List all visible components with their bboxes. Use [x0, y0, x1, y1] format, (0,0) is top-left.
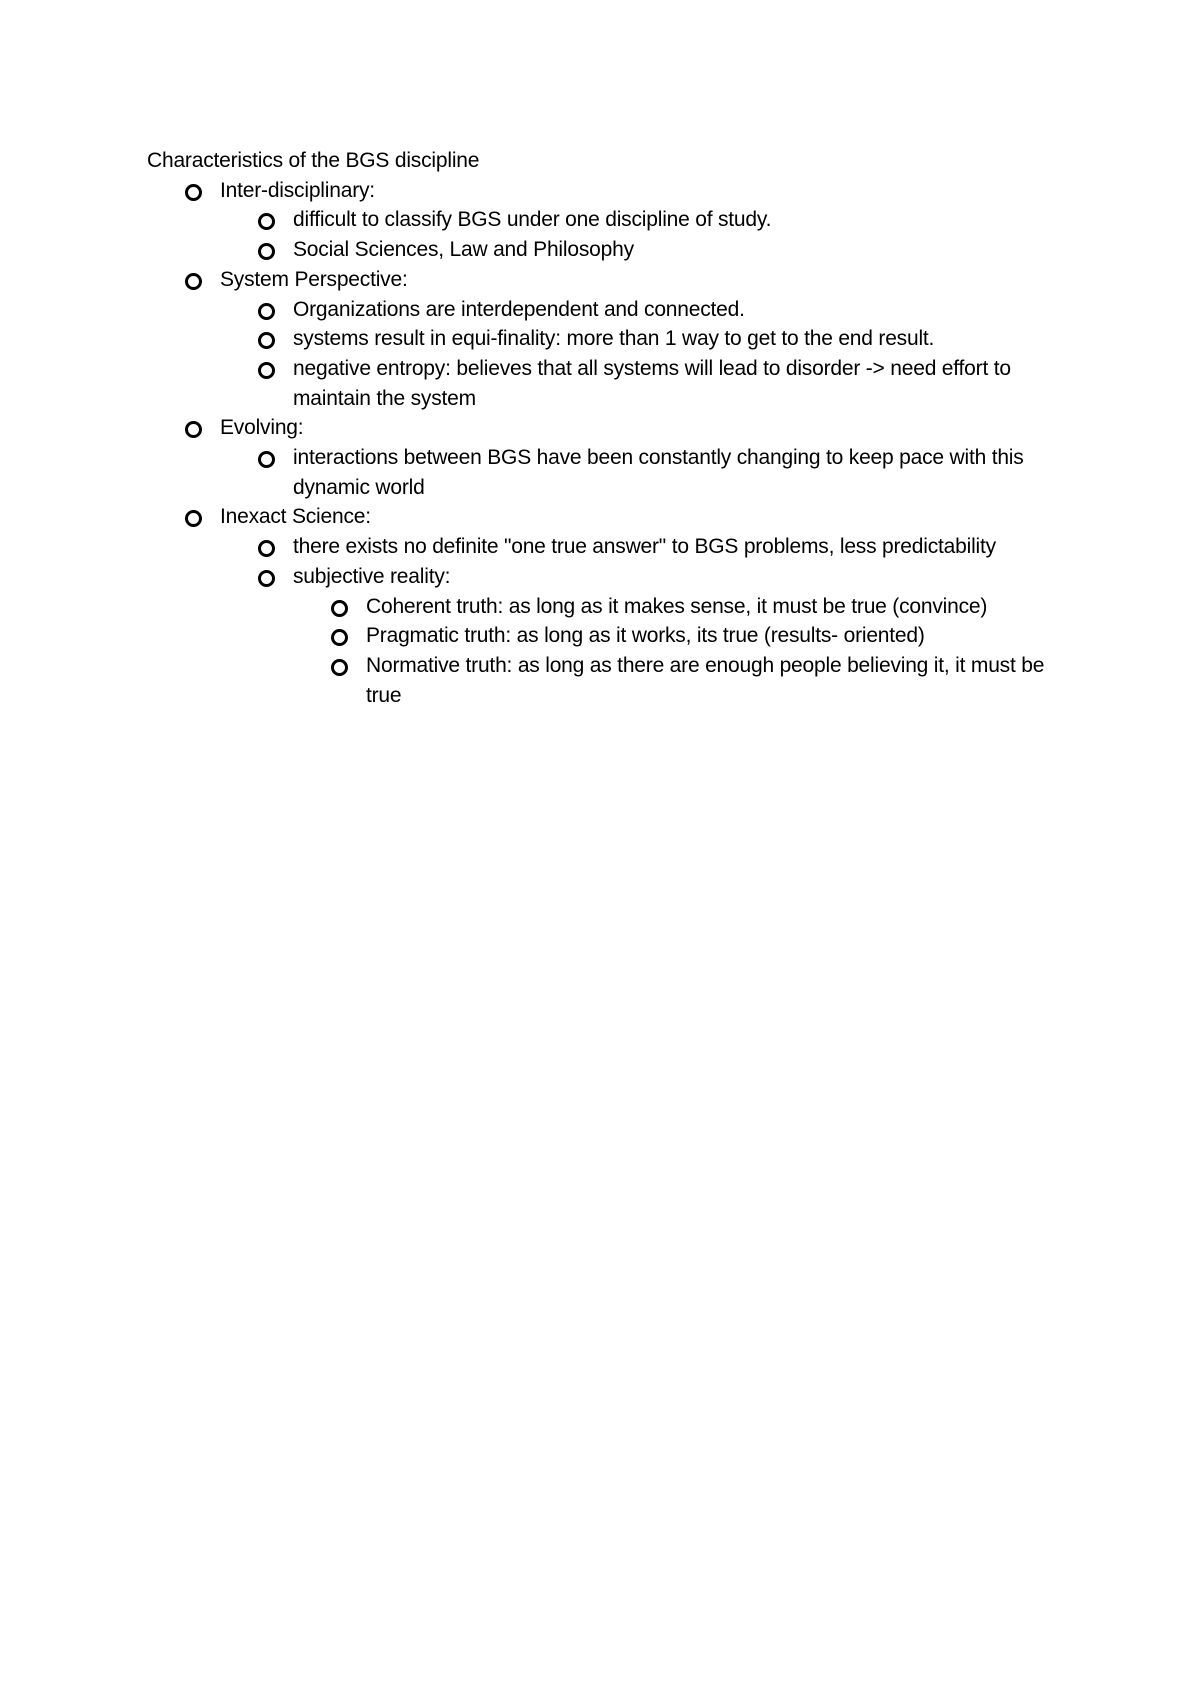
- list-item-label: System Perspective:: [220, 267, 408, 291]
- list-item-text: negative entropy: believes that all systems will lead to disorder -> need effort to maintain the system: [293, 356, 1011, 410]
- list-item-text: Social Sciences, Law and Philosophy: [293, 238, 634, 262]
- list-item: [147, 621, 1077, 651]
- list-item: [147, 354, 1077, 413]
- hollow-circle-bullet-icon: [258, 451, 275, 468]
- hollow-circle-bullet-icon: [185, 421, 202, 438]
- list-item-inexact-science: [147, 502, 1077, 532]
- hollow-circle-bullet-icon: [185, 273, 202, 290]
- list-item: [147, 592, 1077, 622]
- list-item-system-perspective: [147, 265, 1077, 295]
- hollow-circle-bullet-icon: [258, 540, 275, 557]
- list-item-label: Inexact Science:: [220, 505, 371, 529]
- list-item-text: interactions between BGS have been constantly changing to keep pace with this dynamic world: [293, 446, 1024, 499]
- document-title: Characteristics of the BGS discipline: [147, 149, 480, 172]
- hollow-circle-bullet-icon: [258, 243, 275, 260]
- hollow-circle-bullet-icon: [185, 510, 202, 527]
- list-item-text: Normative truth: as long as there are enough people believing it, it must be true: [366, 653, 1045, 707]
- list-item: [147, 205, 1077, 235]
- hollow-circle-bullet-icon: [331, 600, 348, 617]
- list-item-evolving: [147, 413, 1077, 443]
- document-body: [147, 146, 1077, 710]
- list-item: [147, 324, 1077, 354]
- list-item-inter-disciplinary: [147, 176, 1077, 206]
- list-item-label: Inter-disciplinary:: [220, 178, 375, 202]
- list-item-text: Organizations are interdependent and connected.: [293, 297, 745, 321]
- list-item: [147, 295, 1077, 325]
- hollow-circle-bullet-icon: [258, 303, 275, 320]
- hollow-circle-bullet-icon: [258, 362, 275, 379]
- list-item-text: systems result in equi-finality: more than 1 way to get to the end result.: [293, 327, 935, 351]
- hollow-circle-bullet-icon: [258, 332, 275, 349]
- list-item-text: difficult to classify BGS under one discipline of study.: [293, 208, 772, 232]
- list-item: [147, 562, 1077, 592]
- list-item: [147, 235, 1077, 265]
- list-item-text: there exists no definite "one true answer" to BGS problems, less predictability: [293, 535, 996, 559]
- list-item: [147, 532, 1077, 562]
- hollow-circle-bullet-icon: [258, 570, 275, 587]
- list-item-text: subjective reality:: [293, 564, 451, 588]
- hollow-circle-bullet-icon: [185, 184, 202, 201]
- list-item-text: Coherent truth: as long as it makes sense, it must be true (convince): [366, 594, 988, 618]
- list-item-text: Pragmatic truth: as long as it works, its true (results- oriented): [366, 624, 925, 648]
- list-item: [147, 443, 1077, 502]
- hollow-circle-bullet-icon: [331, 629, 348, 646]
- list-item-label: Evolving:: [220, 416, 304, 440]
- hollow-circle-bullet-icon: [258, 213, 275, 230]
- list-item: [147, 651, 1077, 710]
- hollow-circle-bullet-icon: [331, 659, 348, 676]
